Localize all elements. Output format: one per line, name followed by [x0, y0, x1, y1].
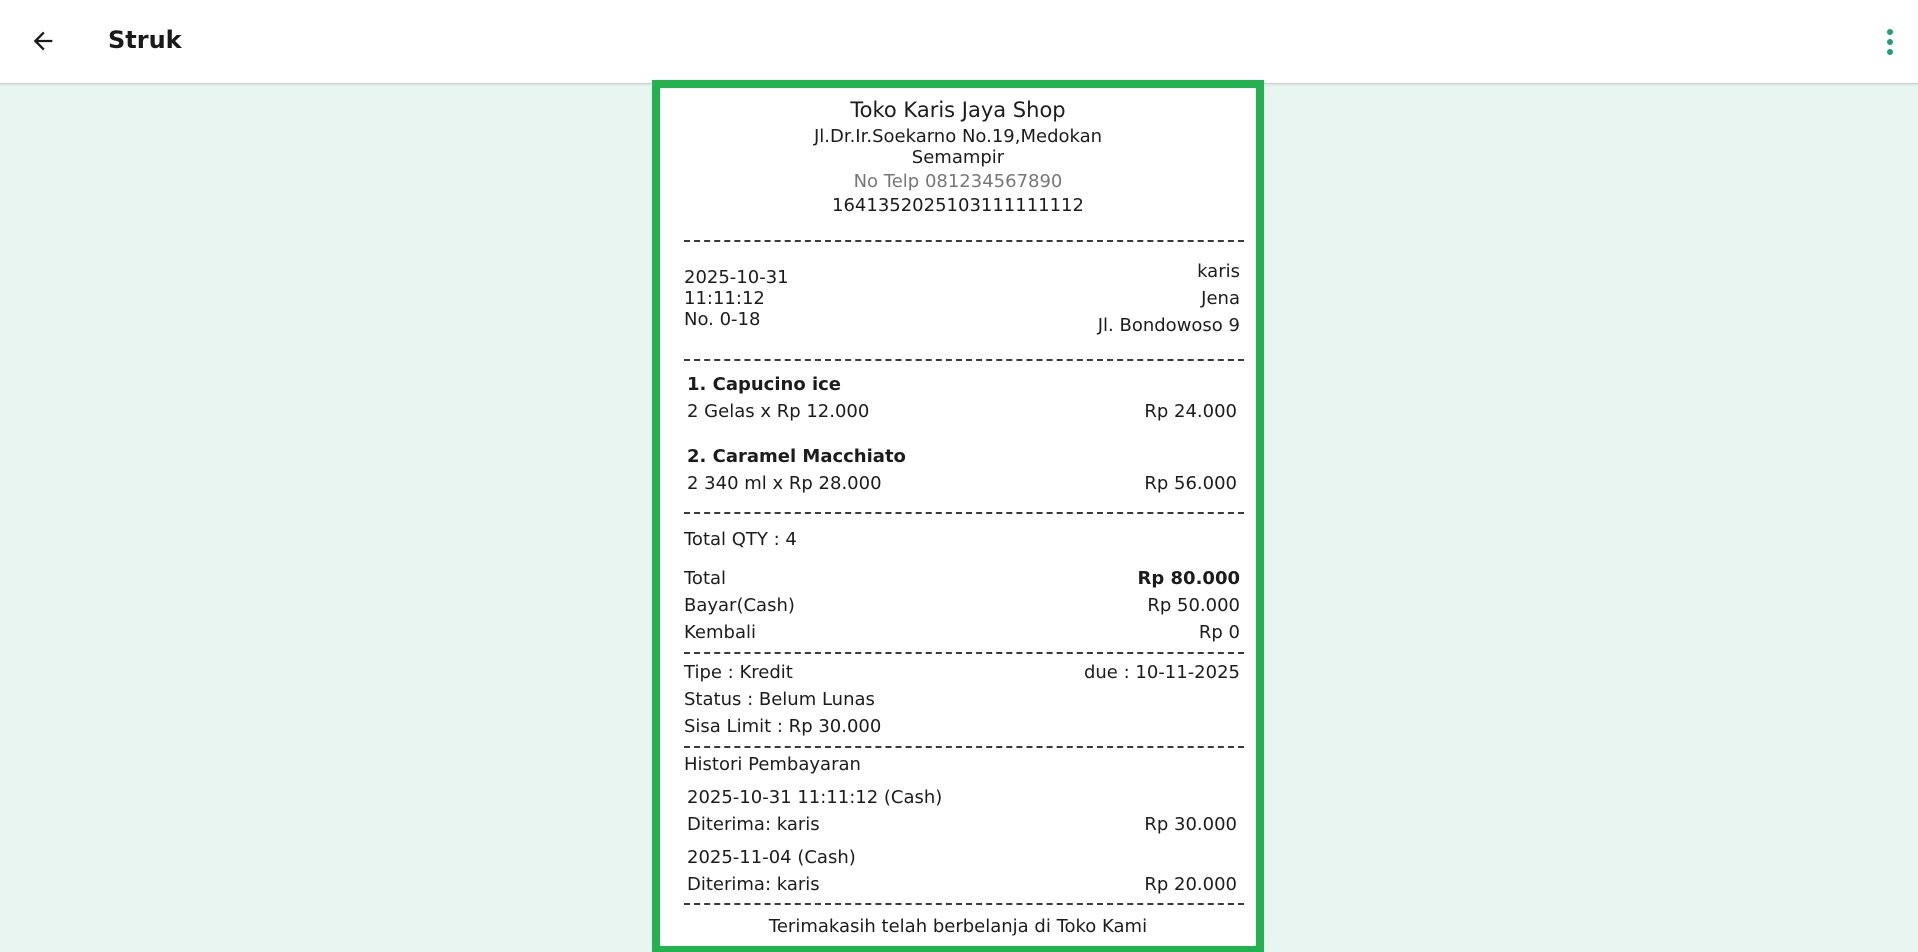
item-name: 1. Capucino ice — [687, 374, 842, 395]
total-value: Rp 80.000 — [1137, 568, 1240, 589]
history-title: Histori Pembayaran — [684, 754, 861, 775]
due-date: due : 10-11-2025 — [1083, 662, 1240, 683]
paid-value: Rp 50.000 — [1147, 595, 1240, 616]
payment-amount: Rp 20.000 — [1144, 874, 1237, 895]
transaction-date: 2025-10-31 — [684, 267, 789, 288]
more-vert-icon — [1887, 29, 1893, 35]
more-options-button[interactable] — [1874, 22, 1906, 62]
cashier-name: karis — [1197, 261, 1240, 282]
more-vert-dot — [1887, 49, 1893, 55]
receipt-footer: Terimakasih telah berbelanja di Toko Kami — [768, 916, 1148, 937]
item-detail: 2 340 ml x Rp 28.000 — [687, 473, 882, 494]
divider — [684, 746, 1244, 748]
store-phone: No Telp 081234567890 — [853, 171, 1063, 192]
paid-label: Bayar(Cash) — [684, 595, 795, 616]
transaction-time: 11:11:12 — [684, 288, 765, 309]
item-name: 2. Caramel Macchiato — [687, 446, 906, 467]
total-qty: Total QTY : 4 — [684, 529, 797, 550]
more-vert-dot — [1887, 39, 1893, 45]
payment-type: Tipe : Kredit — [684, 662, 793, 683]
customer-address: Jl. Bondowoso 9 — [1097, 315, 1240, 336]
divider — [684, 512, 1244, 514]
item-detail: 2 Gelas x Rp 12.000 — [687, 401, 870, 422]
payment-datetime: 2025-11-04 (Cash) — [687, 847, 856, 868]
total-label: Total — [684, 568, 727, 589]
receipt — [652, 80, 1264, 952]
transaction-number: No. 0-18 — [684, 309, 761, 330]
item-subtotal: Rp 56.000 — [1144, 473, 1237, 494]
store-name: Toko Karis Jaya Shop — [850, 98, 1066, 122]
divider — [684, 359, 1244, 361]
item-subtotal: Rp 24.000 — [1144, 401, 1237, 422]
divider — [684, 652, 1244, 654]
payment-datetime: 2025-10-31 11:11:12 (Cash) — [687, 787, 943, 808]
back-button[interactable] — [22, 20, 64, 62]
page-title: Struk — [108, 26, 182, 54]
remaining-limit: Sisa Limit : Rp 30.000 — [684, 716, 882, 737]
receipt-code: 1641352025103111111112 — [832, 195, 1084, 216]
payment-amount: Rp 30.000 — [1144, 814, 1237, 835]
customer-name: Jena — [1201, 288, 1240, 309]
store-address-line1: Jl.Dr.Ir.Soekarno No.19,Medokan — [813, 126, 1103, 147]
divider — [684, 903, 1244, 905]
payment-received-by: Diterima: karis — [687, 814, 820, 835]
change-label: Kembali — [684, 622, 756, 643]
divider — [684, 240, 1244, 242]
store-address-line2: Semampir — [911, 147, 1005, 168]
arrow-left-icon — [29, 27, 57, 55]
app-bar — [0, 0, 1918, 84]
payment-received-by: Diterima: karis — [687, 874, 820, 895]
payment-status: Status : Belum Lunas — [684, 689, 875, 710]
change-value: Rp 0 — [1198, 622, 1240, 643]
